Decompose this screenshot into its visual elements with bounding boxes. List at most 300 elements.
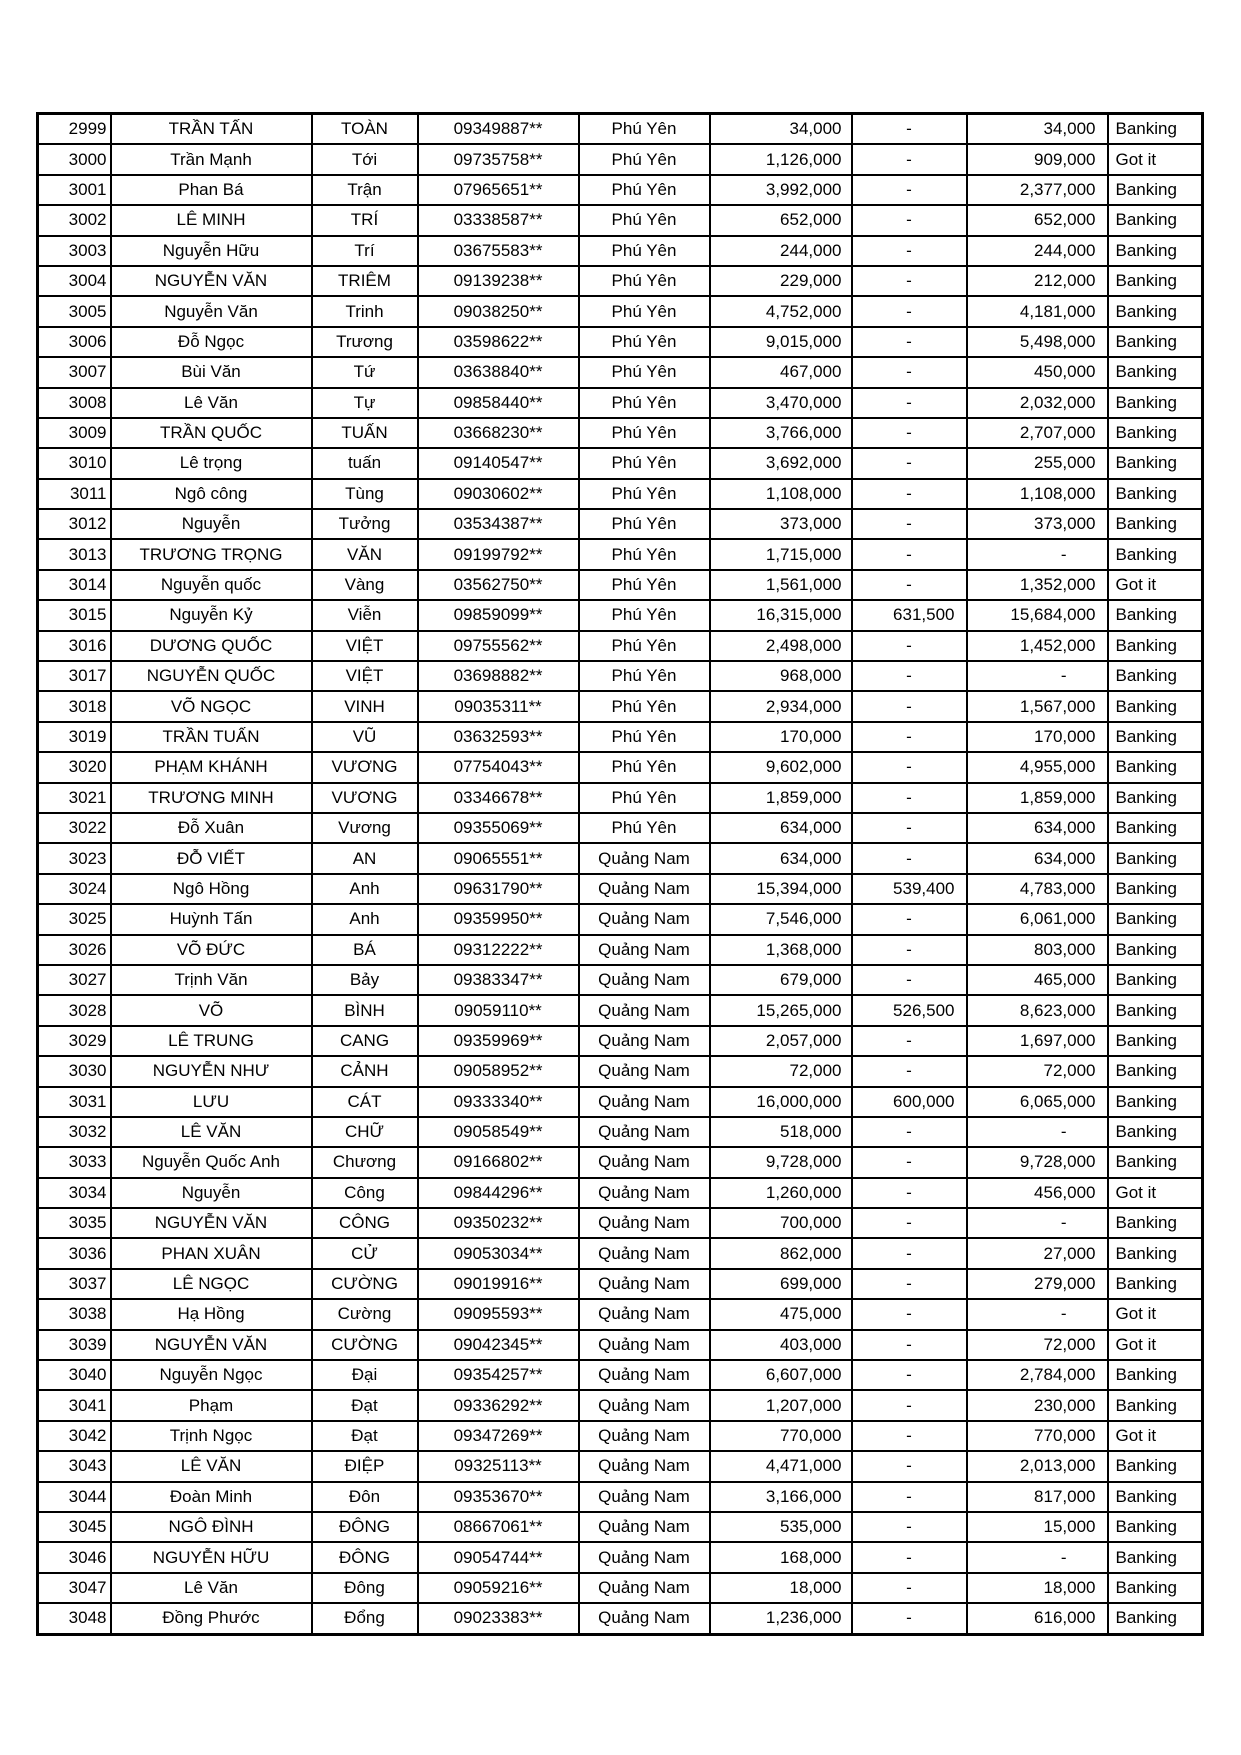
cell-amount-2: - (852, 1147, 967, 1177)
cell-family-name: Đổng (312, 1603, 418, 1634)
cell-amount-3: 244,000 (967, 236, 1108, 266)
cell-status: Got it (1108, 570, 1203, 600)
cell-amount-2: - (852, 904, 967, 934)
cell-amount-2: - (852, 1238, 967, 1268)
table-row (38, 874, 1203, 904)
cell-province: Quảng Nam (579, 1269, 710, 1299)
cell-id: 3032 (38, 1117, 111, 1147)
table-row (38, 904, 1203, 934)
cell-amount-1: 1,126,000 (710, 144, 852, 174)
cell-status: Banking (1108, 266, 1203, 296)
cell-amount-1: 518,000 (710, 1117, 852, 1147)
cell-phone: 09058952** (418, 1056, 579, 1086)
cell-amount-2: - (852, 1330, 967, 1360)
cell-id: 3022 (38, 813, 111, 843)
cell-amount-2: - (852, 357, 967, 387)
cell-family-name: Tưởng (312, 509, 418, 539)
cell-amount-2: - (852, 813, 967, 843)
cell-amount-1: 3,992,000 (710, 175, 852, 205)
cell-status: Banking (1108, 1208, 1203, 1238)
cell-province: Quảng Nam (579, 1208, 710, 1238)
cell-given-name: Đỗ Ngọc (111, 327, 312, 357)
table-row (38, 1390, 1203, 1420)
cell-id: 3029 (38, 1026, 111, 1056)
table-row (38, 1087, 1203, 1117)
cell-amount-2: - (852, 661, 967, 691)
cell-phone: 09035311** (418, 691, 579, 721)
table-row (38, 600, 1203, 630)
cell-phone: 08667061** (418, 1512, 579, 1542)
cell-phone: 09042345** (418, 1330, 579, 1360)
cell-province: Phú Yên (579, 296, 710, 326)
cell-amount-3: 15,000 (967, 1512, 1108, 1542)
cell-given-name: PHAN XUÂN (111, 1238, 312, 1268)
cell-amount-2: - (852, 327, 967, 357)
cell-status: Banking (1108, 843, 1203, 873)
cell-amount-1: 34,000 (710, 114, 852, 145)
table-row (38, 357, 1203, 387)
cell-amount-1: 862,000 (710, 1238, 852, 1268)
cell-province: Phú Yên (579, 205, 710, 235)
cell-province: Quảng Nam (579, 1087, 710, 1117)
cell-family-name: Tới (312, 144, 418, 174)
cell-amount-3: - (967, 1208, 1108, 1238)
cell-amount-1: 652,000 (710, 205, 852, 235)
cell-id: 3017 (38, 661, 111, 691)
cell-family-name: BÌNH (312, 995, 418, 1025)
cell-status: Banking (1108, 1573, 1203, 1603)
cell-given-name: Bùi Văn (111, 357, 312, 387)
cell-phone: 09844296** (418, 1178, 579, 1208)
cell-phone: 09859099** (418, 600, 579, 630)
cell-phone: 09053034** (418, 1238, 579, 1268)
cell-amount-2: - (852, 783, 967, 813)
cell-province: Phú Yên (579, 266, 710, 296)
cell-amount-3: 616,000 (967, 1603, 1108, 1634)
cell-id: 3031 (38, 1087, 111, 1117)
cell-province: Quảng Nam (579, 995, 710, 1025)
cell-amount-1: 699,000 (710, 1269, 852, 1299)
cell-status: Banking (1108, 1117, 1203, 1147)
cell-phone: 09325113** (418, 1451, 579, 1481)
cell-family-name: Đôn (312, 1482, 418, 1512)
cell-given-name: TRƯƠNG TRỌNG (111, 539, 312, 569)
cell-status: Banking (1108, 1451, 1203, 1481)
cell-status: Banking (1108, 448, 1203, 478)
table-row (38, 570, 1203, 600)
cell-phone: 09347269** (418, 1421, 579, 1451)
cell-amount-2: - (852, 448, 967, 478)
cell-amount-2: - (852, 752, 967, 782)
cell-given-name: VÕ NGỌC (111, 691, 312, 721)
cell-given-name: Lê trọng (111, 448, 312, 478)
cell-amount-1: 6,607,000 (710, 1360, 852, 1390)
cell-status: Banking (1108, 388, 1203, 418)
cell-amount-2: - (852, 1390, 967, 1420)
cell-id: 3008 (38, 388, 111, 418)
cell-id: 3037 (38, 1269, 111, 1299)
cell-given-name: Đồng Phước (111, 1603, 312, 1634)
cell-province: Phú Yên (579, 327, 710, 357)
table-row (38, 418, 1203, 448)
cell-province: Quảng Nam (579, 1026, 710, 1056)
cell-amount-3: - (967, 539, 1108, 569)
cell-amount-3: 15,684,000 (967, 600, 1108, 630)
cell-family-name: Anh (312, 904, 418, 934)
cell-amount-1: 770,000 (710, 1421, 852, 1451)
cell-amount-3: 634,000 (967, 813, 1108, 843)
cell-given-name: Ngô công (111, 479, 312, 509)
cell-amount-3: 2,032,000 (967, 388, 1108, 418)
cell-given-name: Trịnh Ngọc (111, 1421, 312, 1451)
cell-amount-2: - (852, 1299, 967, 1329)
cell-amount-3: 456,000 (967, 1178, 1108, 1208)
cell-given-name: Nguyễn (111, 1178, 312, 1208)
cell-id: 3015 (38, 600, 111, 630)
cell-id: 3034 (38, 1178, 111, 1208)
table-row (38, 1178, 1203, 1208)
cell-id: 3007 (38, 357, 111, 387)
cell-status: Banking (1108, 509, 1203, 539)
cell-amount-3: - (967, 1542, 1108, 1572)
cell-phone: 09858440** (418, 388, 579, 418)
cell-amount-3: 450,000 (967, 357, 1108, 387)
cell-status: Banking (1108, 114, 1203, 145)
cell-status: Banking (1108, 357, 1203, 387)
cell-phone: 07754043** (418, 752, 579, 782)
cell-family-name: AN (312, 843, 418, 873)
cell-family-name: Đạt (312, 1390, 418, 1420)
cell-amount-1: 9,602,000 (710, 752, 852, 782)
cell-id: 3021 (38, 783, 111, 813)
cell-amount-2: - (852, 1269, 967, 1299)
cell-id: 3013 (38, 539, 111, 569)
cell-amount-3: 1,859,000 (967, 783, 1108, 813)
cell-id: 2999 (38, 114, 111, 145)
cell-amount-3: 4,181,000 (967, 296, 1108, 326)
cell-amount-1: 634,000 (710, 813, 852, 843)
cell-given-name: PHẠM KHÁNH (111, 752, 312, 782)
cell-province: Quảng Nam (579, 843, 710, 873)
cell-id: 3028 (38, 995, 111, 1025)
cell-amount-1: 168,000 (710, 1542, 852, 1572)
table-row (38, 965, 1203, 995)
cell-amount-1: 229,000 (710, 266, 852, 296)
cell-phone: 09019916** (418, 1269, 579, 1299)
cell-status: Banking (1108, 1056, 1203, 1086)
cell-amount-2: - (852, 631, 967, 661)
cell-family-name: CANG (312, 1026, 418, 1056)
cell-province: Phú Yên (579, 114, 710, 145)
cell-amount-3: - (967, 661, 1108, 691)
cell-amount-3: 34,000 (967, 114, 1108, 145)
cell-phone: 09755562** (418, 631, 579, 661)
cell-amount-3: 909,000 (967, 144, 1108, 174)
cell-amount-2: - (852, 935, 967, 965)
cell-amount-3: 465,000 (967, 965, 1108, 995)
cell-province: Phú Yên (579, 236, 710, 266)
cell-given-name: ĐỖ VIẾT (111, 843, 312, 873)
cell-status: Banking (1108, 600, 1203, 630)
cell-given-name: Huỳnh Tấn (111, 904, 312, 934)
cell-amount-3: 652,000 (967, 205, 1108, 235)
cell-amount-1: 475,000 (710, 1299, 852, 1329)
cell-family-name: BÁ (312, 935, 418, 965)
cell-amount-1: 968,000 (710, 661, 852, 691)
cell-given-name: VÕ ĐỨC (111, 935, 312, 965)
cell-phone: 09038250** (418, 296, 579, 326)
table-row (38, 1451, 1203, 1481)
cell-status: Banking (1108, 813, 1203, 843)
table-row (38, 783, 1203, 813)
cell-given-name: NGUYỄN VĂN (111, 266, 312, 296)
cell-phone: 09383347** (418, 965, 579, 995)
cell-id: 3001 (38, 175, 111, 205)
cell-amount-1: 2,057,000 (710, 1026, 852, 1056)
cell-phone: 09359969** (418, 1026, 579, 1056)
cell-family-name: VƯƠNG (312, 783, 418, 813)
cell-phone: 09333340** (418, 1087, 579, 1117)
cell-amount-3: 1,567,000 (967, 691, 1108, 721)
cell-province: Phú Yên (579, 661, 710, 691)
cell-amount-2: - (852, 1482, 967, 1512)
cell-status: Banking (1108, 965, 1203, 995)
cell-given-name: LÊ TRUNG (111, 1026, 312, 1056)
cell-amount-2: - (852, 509, 967, 539)
table-row (38, 114, 1203, 145)
table-row (38, 1026, 1203, 1056)
cell-family-name: CÁT (312, 1087, 418, 1117)
cell-given-name: TRẦN TUẤN (111, 722, 312, 752)
cell-given-name: Ngô Hồng (111, 874, 312, 904)
cell-family-name: ĐÔNG (312, 1512, 418, 1542)
cell-status: Got it (1108, 1330, 1203, 1360)
cell-amount-2: 600,000 (852, 1087, 967, 1117)
cell-amount-3: 2,784,000 (967, 1360, 1108, 1390)
table-row (38, 539, 1203, 569)
cell-id: 3027 (38, 965, 111, 995)
cell-family-name: TRIÊM (312, 266, 418, 296)
cell-province: Phú Yên (579, 600, 710, 630)
cell-phone: 09355069** (418, 813, 579, 843)
cell-family-name: ĐÔNG (312, 1542, 418, 1572)
cell-given-name: LÊ MINH (111, 205, 312, 235)
cell-amount-2: - (852, 1026, 967, 1056)
cell-province: Quảng Nam (579, 874, 710, 904)
cell-id: 3036 (38, 1238, 111, 1268)
cell-province: Quảng Nam (579, 1299, 710, 1329)
cell-status: Banking (1108, 479, 1203, 509)
cell-amount-2: - (852, 388, 967, 418)
table-row (38, 1512, 1203, 1542)
cell-amount-1: 9,728,000 (710, 1147, 852, 1177)
cell-amount-2: - (852, 965, 967, 995)
cell-phone: 09140547** (418, 448, 579, 478)
cell-amount-3: 72,000 (967, 1330, 1108, 1360)
cell-amount-1: 15,265,000 (710, 995, 852, 1025)
cell-given-name: TRẦN QUỐC (111, 418, 312, 448)
cell-status: Got it (1108, 1178, 1203, 1208)
cell-status: Banking (1108, 327, 1203, 357)
cell-family-name: VĂN (312, 539, 418, 569)
cell-status: Banking (1108, 1512, 1203, 1542)
cell-amount-1: 2,934,000 (710, 691, 852, 721)
cell-phone: 03638840** (418, 357, 579, 387)
cell-status: Banking (1108, 1390, 1203, 1420)
table-row (38, 631, 1203, 661)
cell-id: 3023 (38, 843, 111, 873)
cell-phone: 09735758** (418, 144, 579, 174)
cell-province: Quảng Nam (579, 1147, 710, 1177)
table-row (38, 1330, 1203, 1360)
cell-province: Quảng Nam (579, 904, 710, 934)
cell-id: 3048 (38, 1603, 111, 1634)
cell-amount-2: - (852, 539, 967, 569)
cell-id: 3030 (38, 1056, 111, 1086)
cell-family-name: Trận (312, 175, 418, 205)
cell-id: 3040 (38, 1360, 111, 1390)
cell-province: Phú Yên (579, 722, 710, 752)
cell-family-name: Cường (312, 1299, 418, 1329)
table-row (38, 388, 1203, 418)
cell-amount-3: 5,498,000 (967, 327, 1108, 357)
cell-amount-1: 2,498,000 (710, 631, 852, 661)
cell-amount-3: 4,783,000 (967, 874, 1108, 904)
cell-amount-3: 27,000 (967, 1238, 1108, 1268)
cell-amount-3: 18,000 (967, 1573, 1108, 1603)
cell-amount-3: 634,000 (967, 843, 1108, 873)
cell-family-name: Trí (312, 236, 418, 266)
cell-amount-3: 212,000 (967, 266, 1108, 296)
table-row (38, 205, 1203, 235)
cell-given-name: Đỗ Xuân (111, 813, 312, 843)
cell-given-name: TRẦN TẤN (111, 114, 312, 145)
cell-amount-1: 535,000 (710, 1512, 852, 1542)
cell-given-name: LƯU (111, 1087, 312, 1117)
cell-amount-3: - (967, 1117, 1108, 1147)
cell-family-name: Tứ (312, 357, 418, 387)
cell-amount-2: - (852, 843, 967, 873)
cell-status: Banking (1108, 205, 1203, 235)
cell-given-name: TRƯƠNG MINH (111, 783, 312, 813)
cell-given-name: Phan Bá (111, 175, 312, 205)
cell-amount-1: 1,368,000 (710, 935, 852, 965)
cell-amount-1: 634,000 (710, 843, 852, 873)
cell-amount-3: 4,955,000 (967, 752, 1108, 782)
cell-amount-3: 72,000 (967, 1056, 1108, 1086)
cell-phone: 09023383** (418, 1603, 579, 1634)
cell-amount-1: 1,715,000 (710, 539, 852, 569)
cell-amount-3: 1,352,000 (967, 570, 1108, 600)
table-body (38, 114, 1203, 1635)
table-row (38, 1573, 1203, 1603)
cell-status: Banking (1108, 904, 1203, 934)
cell-amount-3: 6,065,000 (967, 1087, 1108, 1117)
cell-province: Phú Yên (579, 448, 710, 478)
cell-province: Phú Yên (579, 631, 710, 661)
cell-amount-1: 1,561,000 (710, 570, 852, 600)
table-row (38, 1421, 1203, 1451)
cell-amount-2: - (852, 1512, 967, 1542)
cell-status: Banking (1108, 631, 1203, 661)
cell-amount-2: - (852, 418, 967, 448)
cell-phone: 03698882** (418, 661, 579, 691)
cell-id: 3000 (38, 144, 111, 174)
cell-phone: 03598622** (418, 327, 579, 357)
cell-province: Phú Yên (579, 813, 710, 843)
cell-amount-2: - (852, 1451, 967, 1481)
cell-status: Banking (1108, 752, 1203, 782)
cell-amount-1: 3,166,000 (710, 1482, 852, 1512)
cell-family-name: TUẤN (312, 418, 418, 448)
cell-province: Quảng Nam (579, 1451, 710, 1481)
cell-province: Phú Yên (579, 570, 710, 600)
cell-given-name: LÊ VĂN (111, 1117, 312, 1147)
cell-phone: 09312222** (418, 935, 579, 965)
table-row (38, 1299, 1203, 1329)
cell-province: Quảng Nam (579, 1330, 710, 1360)
cell-family-name: Công (312, 1178, 418, 1208)
cell-status: Banking (1108, 1238, 1203, 1268)
cell-phone: 03675583** (418, 236, 579, 266)
payout-table (36, 112, 1204, 1636)
cell-amount-1: 16,000,000 (710, 1087, 852, 1117)
cell-family-name: VIỆT (312, 631, 418, 661)
cell-family-name: Trương (312, 327, 418, 357)
cell-family-name: Vương (312, 813, 418, 843)
cell-amount-3: 170,000 (967, 722, 1108, 752)
cell-status: Banking (1108, 1147, 1203, 1177)
cell-province: Phú Yên (579, 357, 710, 387)
cell-amount-2: 526,500 (852, 995, 967, 1025)
cell-amount-2: - (852, 1178, 967, 1208)
cell-given-name: Hạ Hồng (111, 1299, 312, 1329)
cell-amount-3: 2,707,000 (967, 418, 1108, 448)
cell-phone: 07965651** (418, 175, 579, 205)
cell-phone: 09336292** (418, 1390, 579, 1420)
cell-id: 3025 (38, 904, 111, 934)
cell-given-name: Nguyễn Quốc Anh (111, 1147, 312, 1177)
table-row (38, 1147, 1203, 1177)
cell-amount-1: 16,315,000 (710, 600, 852, 630)
cell-given-name: DƯƠNG QUỐC (111, 631, 312, 661)
cell-status: Banking (1108, 539, 1203, 569)
cell-amount-3: 230,000 (967, 1390, 1108, 1420)
cell-amount-2: - (852, 296, 967, 326)
table-row (38, 144, 1203, 174)
cell-family-name: CÔNG (312, 1208, 418, 1238)
table-row (38, 266, 1203, 296)
cell-family-name: Đông (312, 1573, 418, 1603)
cell-province: Quảng Nam (579, 1603, 710, 1634)
cell-status: Banking (1108, 236, 1203, 266)
cell-amount-2: - (852, 1117, 967, 1147)
table-row (38, 722, 1203, 752)
cell-family-name: TRÍ (312, 205, 418, 235)
cell-amount-3: 803,000 (967, 935, 1108, 965)
cell-family-name: CỬ (312, 1238, 418, 1268)
cell-given-name: NGUYỄN HỮU (111, 1542, 312, 1572)
cell-province: Quảng Nam (579, 1542, 710, 1572)
cell-status: Banking (1108, 175, 1203, 205)
cell-province: Phú Yên (579, 144, 710, 174)
cell-amount-2: - (852, 175, 967, 205)
cell-phone: 03534387** (418, 509, 579, 539)
table-row (38, 813, 1203, 843)
cell-status: Banking (1108, 783, 1203, 813)
cell-family-name: Trinh (312, 296, 418, 326)
cell-status: Banking (1108, 1087, 1203, 1117)
